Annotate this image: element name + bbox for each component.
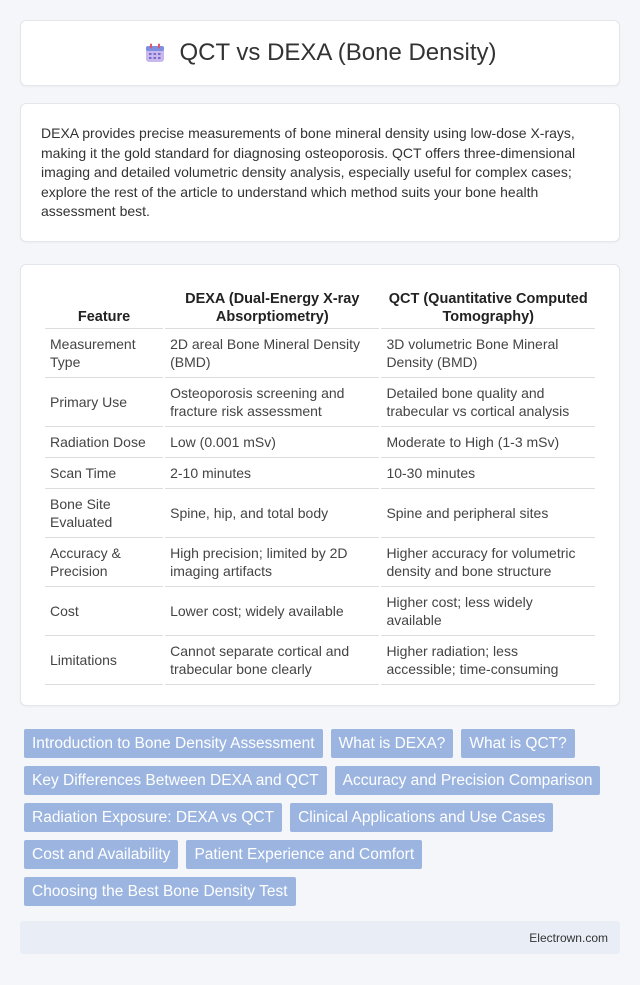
header-dexa: DEXA (Dual-Energy X-ray Absorptiometry) <box>165 285 379 329</box>
tag-choosing-best-test[interactable]: Choosing the Best Bone Density Test <box>24 877 296 906</box>
qct-cell: 10-30 minutes <box>381 458 595 489</box>
table-row <box>45 458 595 489</box>
header-feature: Feature <box>45 285 163 329</box>
feature-cell: Radiation Dose <box>45 427 163 458</box>
qct-cell: Higher radiation; less accessible; time-consuming <box>381 636 595 685</box>
tag-what-is-qct[interactable]: What is QCT? <box>461 729 574 758</box>
table-row <box>45 538 595 587</box>
dexa-cell: Osteoporosis screening and fracture risk assessment <box>165 378 379 427</box>
tag-introduction[interactable]: Introduction to Bone Density Assessment <box>24 729 323 758</box>
table-row <box>45 489 595 538</box>
table-header-row <box>45 285 595 329</box>
tag-key-differences[interactable]: Key Differences Between DEXA and QCT <box>24 766 327 795</box>
tag-patient-experience[interactable]: Patient Experience and Comfort <box>186 840 422 869</box>
footer <box>20 921 620 954</box>
table-row <box>45 378 595 427</box>
tag-radiation-exposure[interactable]: Radiation Exposure: DEXA vs QCT <box>24 803 282 832</box>
feature-cell: Primary Use <box>45 378 163 427</box>
dexa-cell: Low (0.001 mSv) <box>165 427 379 458</box>
tag-what-is-dexa[interactable]: What is DEXA? <box>331 729 454 758</box>
feature-cell: Measurement Type <box>45 329 163 378</box>
dexa-cell: 2D areal Bone Mineral Density (BMD) <box>165 329 379 378</box>
calendar-icon <box>144 42 166 64</box>
comparison-table <box>43 285 597 685</box>
feature-cell: Accuracy & Precision <box>45 538 163 587</box>
topic-tags <box>24 729 620 906</box>
table-row <box>45 329 595 378</box>
table-row <box>45 587 595 636</box>
intro-card <box>20 103 620 242</box>
qct-cell: Detailed bone quality and trabecular vs cortical analysis <box>381 378 595 427</box>
table-row <box>45 636 595 685</box>
footer-brand: Electrown.com <box>529 930 608 945</box>
tag-clinical-applications[interactable]: Clinical Applications and Use Cases <box>290 803 553 832</box>
feature-cell: Bone Site Evaluated <box>45 489 163 538</box>
qct-cell: Moderate to High (1-3 mSv) <box>381 427 595 458</box>
dexa-cell: Cannot separate cortical and trabecular bone clearly <box>165 636 379 685</box>
tag-cost-availability[interactable]: Cost and Availability <box>24 840 178 869</box>
table-row <box>45 427 595 458</box>
qct-cell: Higher accuracy for volumetric density and bone structure <box>381 538 595 587</box>
page-title: QCT vs DEXA (Bone Density) <box>179 39 497 66</box>
header-qct: QCT (Quantitative Computed Tomography) <box>381 285 595 329</box>
dexa-cell: Spine, hip, and total body <box>165 489 379 538</box>
title-card <box>20 20 620 86</box>
dexa-cell: 2-10 minutes <box>165 458 379 489</box>
feature-cell: Cost <box>45 587 163 636</box>
comparison-table-card <box>20 264 620 706</box>
intro-text: DEXA provides precise measurements of bone mineral density using low-dose X-rays, making it the gold standard for diagnosing osteoporosis. QCT offers three-dimensional imaging and detailed volumetric density analysis, especially useful for complex cases; explore the rest of the article to understand which method suits your bone health assessment best. <box>41 125 576 219</box>
dexa-cell: Lower cost; widely available <box>165 587 379 636</box>
dexa-cell: High precision; limited by 2D imaging artifacts <box>165 538 379 587</box>
feature-cell: Limitations <box>45 636 163 685</box>
tag-accuracy-precision[interactable]: Accuracy and Precision Comparison <box>335 766 601 795</box>
qct-cell: 3D volumetric Bone Mineral Density (BMD) <box>381 329 595 378</box>
feature-cell: Scan Time <box>45 458 163 489</box>
qct-cell: Higher cost; less widely available <box>381 587 595 636</box>
qct-cell: Spine and peripheral sites <box>381 489 595 538</box>
